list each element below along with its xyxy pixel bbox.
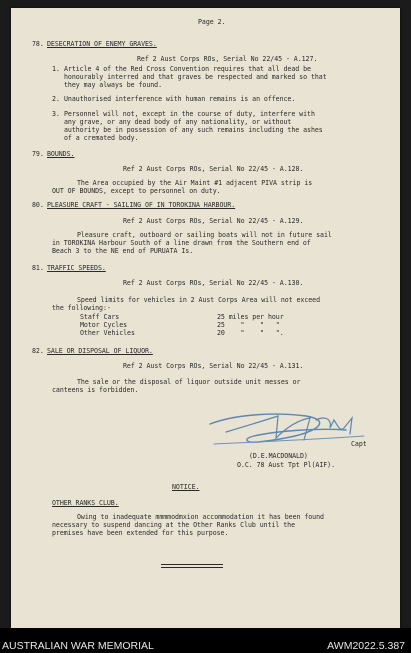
- speed-row-vehicle: Motor Cycles: [80, 321, 128, 329]
- item-78-1-line-1: Article 4 of the Red Cross Convention requires that all dead be: [64, 65, 311, 73]
- notice-line-3: premises have been extended for this purpose.: [52, 529, 229, 537]
- speed-row-value: 20 " " ".: [217, 329, 284, 337]
- section-80-line-3: Beach 3 to the NE end of PURUATA Is.: [52, 247, 194, 255]
- notice-line-2: necessary to suspend dancing at the Other Ranks Club until the: [52, 521, 296, 529]
- speed-row-value: 25 " " ": [217, 321, 280, 329]
- section-78-number: 78.: [32, 40, 44, 48]
- section-79-line-2: OUT OF BOUNDS, except to personnel on duty.: [52, 187, 221, 195]
- item-78-3-line-1: Personnel will not, except in the course of duty, interfere with: [64, 110, 315, 118]
- notice-subheading: OTHER RANKS CLUB.: [52, 499, 119, 507]
- section-79-title: BOUNDS.: [47, 150, 75, 158]
- item-78-2-number: 2.: [52, 95, 60, 103]
- section-78-title: DESECRATION OF ENEMY GRAVES.: [47, 40, 157, 48]
- section-81-line-2: the following:-: [52, 304, 111, 312]
- speed-row-vehicle: Other Vehicles: [80, 329, 135, 337]
- notice-line-1: Owing to inadequate mmmmodmxion accommodation it has been found: [77, 513, 324, 521]
- section-82-number: 82.: [32, 347, 44, 355]
- accession-number: AWM2022.5.387: [327, 640, 405, 652]
- item-78-3-line-4: of a cremated body.: [64, 134, 139, 142]
- speed-row-vehicle: Staff Cars: [80, 313, 120, 321]
- signature-rank: Capt: [351, 440, 367, 448]
- section-81-number: 81.: [32, 264, 44, 272]
- page-number: Page 2.: [198, 18, 226, 26]
- section-80-title: PLEASURE CRAFT - SAILING OF IN TOROKINA HARBOUR.: [47, 201, 236, 209]
- closing-divider-bottom: [161, 567, 223, 568]
- section-81-ref: Ref 2 Aust Corps ROs, Serial No 22/45 - A.130.: [123, 279, 304, 287]
- section-81-title: TRAFFIC SPEEDS.: [47, 264, 106, 272]
- section-82-title: SALE OR DISPOSAL OF LIQUOR.: [47, 347, 153, 355]
- section-81-line-1: Speed limits for vehicles in 2 Aust Corps Area will not exceed: [77, 296, 321, 304]
- section-80-line-2: in TOROKINA Harbour South of a line drawn from the Southern end of: [52, 239, 311, 247]
- section-82-ref: Ref 2 Aust Corps ROs, Serial No 22/45 - A.131.: [123, 362, 304, 370]
- item-78-3-line-2: any grave, or any dead body of any nationality, or without: [64, 118, 292, 126]
- document-page: [11, 8, 400, 628]
- handwritten-signature: [206, 406, 371, 456]
- section-78-ref: Ref 2 Aust Corps ROs, Serial No 22/45 - A.127.: [137, 55, 318, 63]
- section-79-line-1: The Area occupied by the Air Maint #1 adjacent PIVA strip is: [77, 179, 313, 187]
- item-78-1-line-3: they may always be found.: [64, 81, 162, 89]
- section-82-line-2: canteens is forbidden.: [52, 386, 139, 394]
- signature-name: (D.E.MACDONALD): [249, 452, 308, 460]
- item-78-3-number: 3.: [52, 110, 60, 118]
- archive-name: AUSTRALIAN WAR MEMORIAL: [2, 640, 154, 652]
- signature-title: O.C. 78 Aust Tpt Pl(AIF).: [237, 461, 335, 469]
- section-79-ref: Ref 2 Aust Corps ROs, Serial No 22/45 - A.128.: [123, 165, 304, 173]
- section-79-number: 79.: [32, 150, 44, 158]
- section-80-number: 80.: [32, 201, 44, 209]
- section-80-ref: Ref 2 Aust Corps ROs, Serial No 22/45 - A.129.: [123, 217, 304, 225]
- section-80-line-1: Pleasure craft, outboard or sailing boats will not in future sail: [77, 231, 332, 239]
- item-78-3-line-3: authority be in possession of any such remains including the ashes: [64, 126, 323, 134]
- item-78-1-line-2: honourably interred and that graves be respected and marked so that: [64, 73, 327, 81]
- speed-row-value: 25 miles per hour: [217, 313, 284, 321]
- item-78-2-line-1: Unauthorised interference with human remains is an offence.: [64, 95, 296, 103]
- item-78-1-number: 1.: [52, 65, 60, 73]
- section-82-line-1: The sale or the disposal of liquor outside unit messes or: [77, 378, 301, 386]
- closing-divider-top: [161, 564, 223, 565]
- archive-footer: [0, 628, 411, 653]
- notice-heading: NOTICE.: [172, 483, 200, 491]
